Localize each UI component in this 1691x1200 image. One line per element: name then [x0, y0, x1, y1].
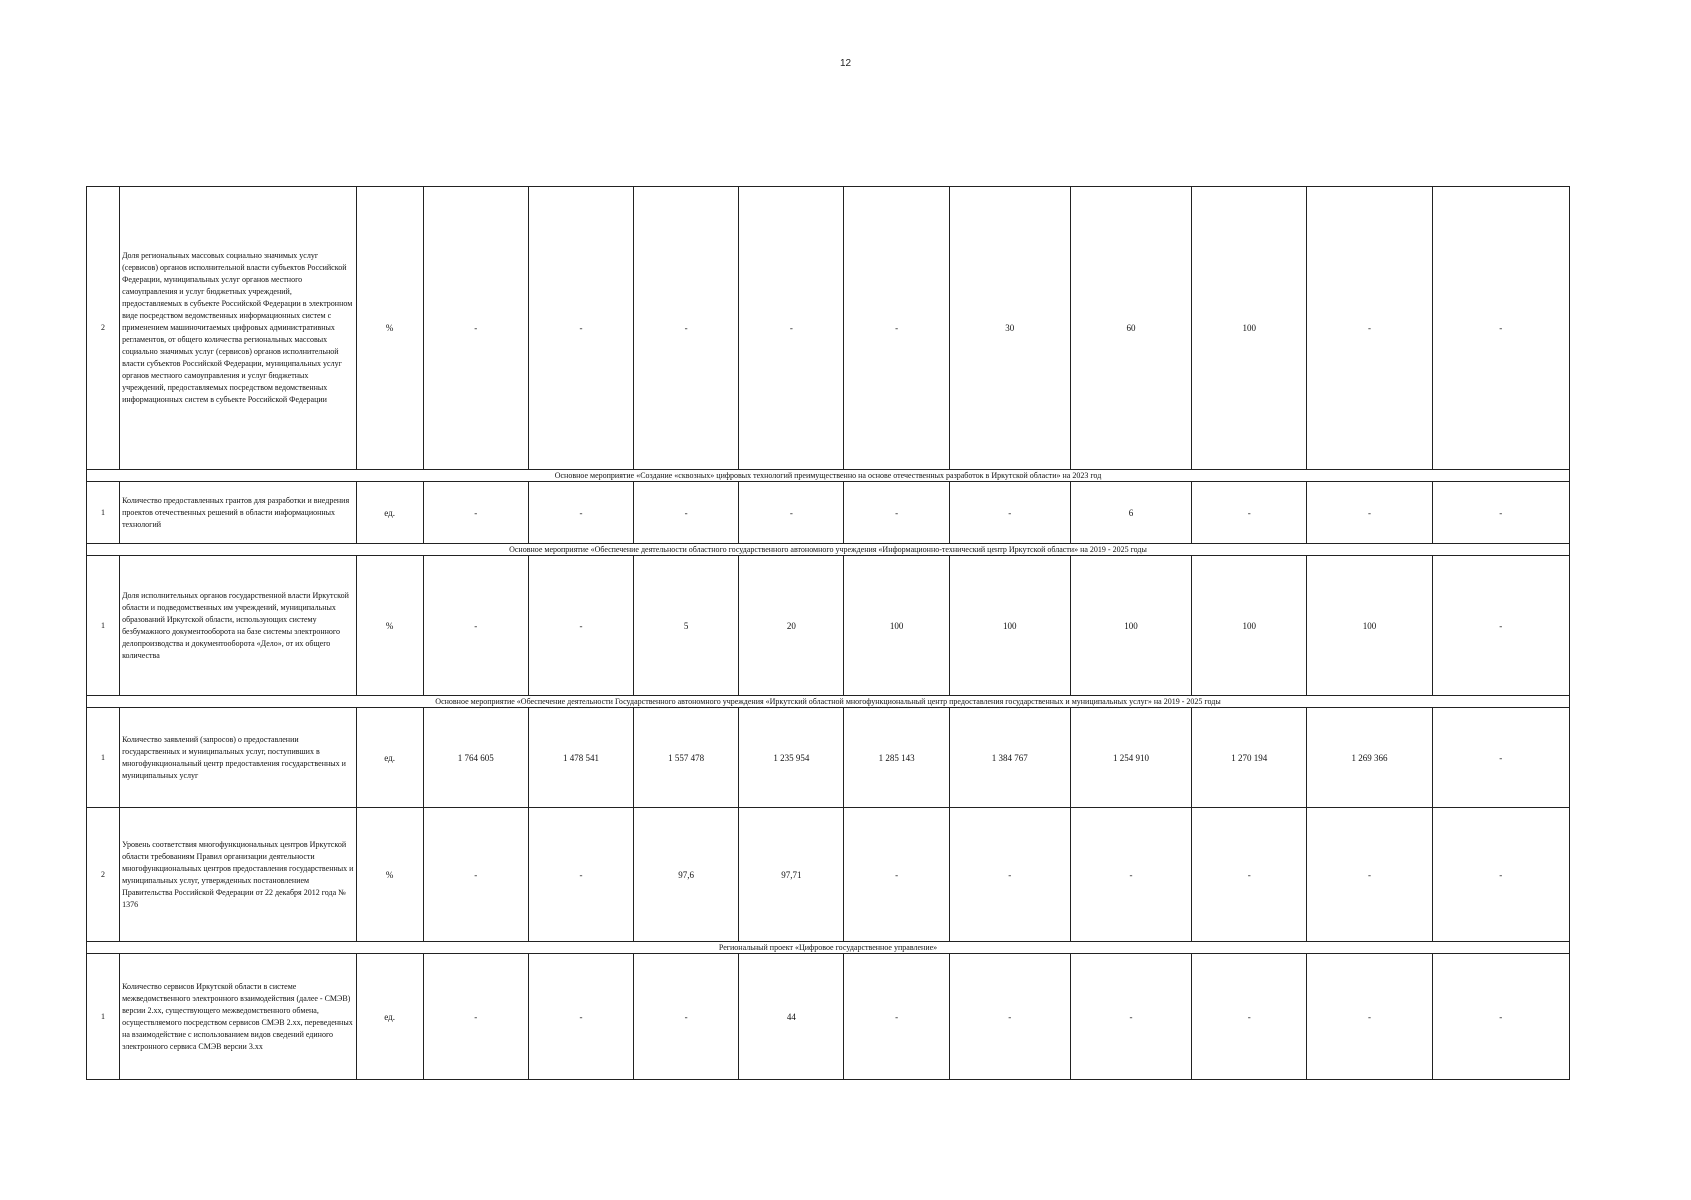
value-cell: 6: [1070, 482, 1191, 544]
value-cell: 1 478 541: [528, 708, 633, 808]
value-cell: 20: [739, 556, 844, 696]
value-cell: -: [949, 482, 1070, 544]
section-header-row: [87, 544, 1570, 556]
row-number: 1: [87, 954, 120, 1080]
value-cell: -: [528, 808, 633, 942]
unit-cell: %: [356, 187, 423, 470]
indicators-table: [86, 186, 1570, 1080]
indicator-name: Доля исполнительных органов государственной власти Иркутской области и подведомственных им учреждений, муниципальных образований Иркутской области, использующих систему безбумажного документооборота на базе системы электронного делопроизводства и документооборота «Дело», от их общего количества: [120, 556, 356, 696]
value-cell: -: [1070, 808, 1191, 942]
table-row: [87, 187, 1570, 470]
table-row: [87, 556, 1570, 696]
table-row: [87, 708, 1570, 808]
value-cell: -: [1432, 808, 1569, 942]
value-cell: 30: [949, 187, 1070, 470]
value-cell: 1 270 194: [1192, 708, 1307, 808]
page-number: 12: [839, 58, 852, 69]
unit-cell: ед.: [356, 708, 423, 808]
value-cell: -: [1307, 187, 1432, 470]
section-title: Региональный проект «Цифровое государственное управление»: [87, 942, 1570, 954]
value-cell: -: [1432, 954, 1569, 1080]
indicator-name: Количество сервисов Иркутской области в системе межведомственного электронного взаимодействия (далее - СМЭВ) версии 2.хх, существующего межведомственного обмена, осуществляемого посредством сервисов СМЭВ 2.хх, переведенных на взаимодействие с использованием видов сведений единого электронного сервиса СМЭВ версии 3.хх: [120, 954, 356, 1080]
value-cell: 100: [1192, 187, 1307, 470]
value-cell: 100: [844, 556, 949, 696]
table-row: [87, 954, 1570, 1080]
value-cell: -: [949, 954, 1070, 1080]
row-number: 1: [87, 482, 120, 544]
value-cell: -: [1307, 482, 1432, 544]
value-cell: -: [423, 187, 528, 470]
value-cell: 1 285 143: [844, 708, 949, 808]
section-title: Основное мероприятие «Создание «сквозных» цифровых технологий преимущественно на основе отечественных разработок в Иркутской области» на 2023 год: [87, 470, 1570, 482]
value-cell: 5: [634, 556, 739, 696]
unit-cell: %: [356, 808, 423, 942]
indicator-name: Уровень соответствия многофункциональных центров Иркутской области требованиям Правил организации деятельности многофункциональных центров предоставления государственных и муниципальных услуг, утвержденных постановлением Правительства Российской Федерации от 22 декабря 2012 года № 1376: [120, 808, 356, 942]
value-cell: 60: [1070, 187, 1191, 470]
section-header-row: [87, 942, 1570, 954]
value-cell: 44: [739, 954, 844, 1080]
value-cell: -: [844, 187, 949, 470]
value-cell: -: [844, 808, 949, 942]
indicator-name: Количество заявлений (запросов) о предоставлении государственных и муниципальных услуг, поступивших в многофункциональный центр предоставления государственных и муниципальных услуг: [120, 708, 356, 808]
table-row: [87, 482, 1570, 544]
section-header-row: [87, 470, 1570, 482]
value-cell: -: [1307, 808, 1432, 942]
value-cell: -: [1432, 482, 1569, 544]
value-cell: -: [739, 187, 844, 470]
section-title: Основное мероприятие «Обеспечение деятельности Государственного автономного учреждения «Иркутский областной многофункциональный центр предоставления государственных и муниципальных услуг» на 2019 - 2025 годы: [87, 696, 1570, 708]
value-cell: -: [528, 954, 633, 1080]
value-cell: -: [528, 482, 633, 544]
value-cell: -: [634, 954, 739, 1080]
value-cell: 100: [1307, 556, 1432, 696]
value-cell: 1 764 605: [423, 708, 528, 808]
value-cell: 1 254 910: [1070, 708, 1191, 808]
value-cell: 97,71: [739, 808, 844, 942]
value-cell: -: [844, 482, 949, 544]
value-cell: -: [1192, 808, 1307, 942]
value-cell: 1 557 478: [634, 708, 739, 808]
indicator-name: Количество предоставленных грантов для разработки и внедрения проектов отечественных решений в области информационных технологий: [120, 482, 356, 544]
value-cell: -: [423, 556, 528, 696]
unit-cell: ед.: [356, 954, 423, 1080]
value-cell: 100: [1192, 556, 1307, 696]
value-cell: 97,6: [634, 808, 739, 942]
value-cell: 100: [949, 556, 1070, 696]
value-cell: -: [634, 187, 739, 470]
row-number: 1: [87, 556, 120, 696]
value-cell: 100: [1070, 556, 1191, 696]
table-row: [87, 808, 1570, 942]
value-cell: -: [1432, 708, 1569, 808]
value-cell: -: [1432, 187, 1569, 470]
value-cell: -: [739, 482, 844, 544]
value-cell: -: [949, 808, 1070, 942]
section-title: Основное мероприятие «Обеспечение деятельности областного государственного автономного учреждения «Информационно-технический центр Иркутской области» на 2019 - 2025 годы: [87, 544, 1570, 556]
indicator-name: Доля региональных массовых социально значимых услуг (сервисов) органов исполнительной власти субъектов Российской Федерации, муниципальных услуг органов местного самоуправления и услуг бюджетных учреждений, предоставляемых в субъекте Российской Федерации в электронном виде посредством ведомственных информационных систем с применением машиночитаемых цифровых административных регламентов, от общего количества региональных массовых социально значимых услуг (сервисов) органов исполнительной власти субъектов Российской Федерации, муниципальных услуг органов местного самоуправления и услуг бюджетных учреждений, предоставляемых посредством ведомственных информационных систем в субъекте Российской Федерации: [120, 187, 356, 470]
unit-cell: ед.: [356, 482, 423, 544]
row-number: 1: [87, 708, 120, 808]
value-cell: -: [1192, 954, 1307, 1080]
value-cell: -: [1432, 556, 1569, 696]
value-cell: -: [634, 482, 739, 544]
value-cell: -: [528, 187, 633, 470]
row-number: 2: [87, 808, 120, 942]
value-cell: -: [844, 954, 949, 1080]
value-cell: -: [1192, 482, 1307, 544]
value-cell: -: [423, 954, 528, 1080]
value-cell: 1 235 954: [739, 708, 844, 808]
value-cell: 1 269 366: [1307, 708, 1432, 808]
unit-cell: %: [356, 556, 423, 696]
value-cell: -: [1307, 954, 1432, 1080]
value-cell: 1 384 767: [949, 708, 1070, 808]
value-cell: -: [423, 808, 528, 942]
value-cell: -: [423, 482, 528, 544]
section-header-row: [87, 696, 1570, 708]
row-number: 2: [87, 187, 120, 470]
value-cell: -: [1070, 954, 1191, 1080]
value-cell: -: [528, 556, 633, 696]
